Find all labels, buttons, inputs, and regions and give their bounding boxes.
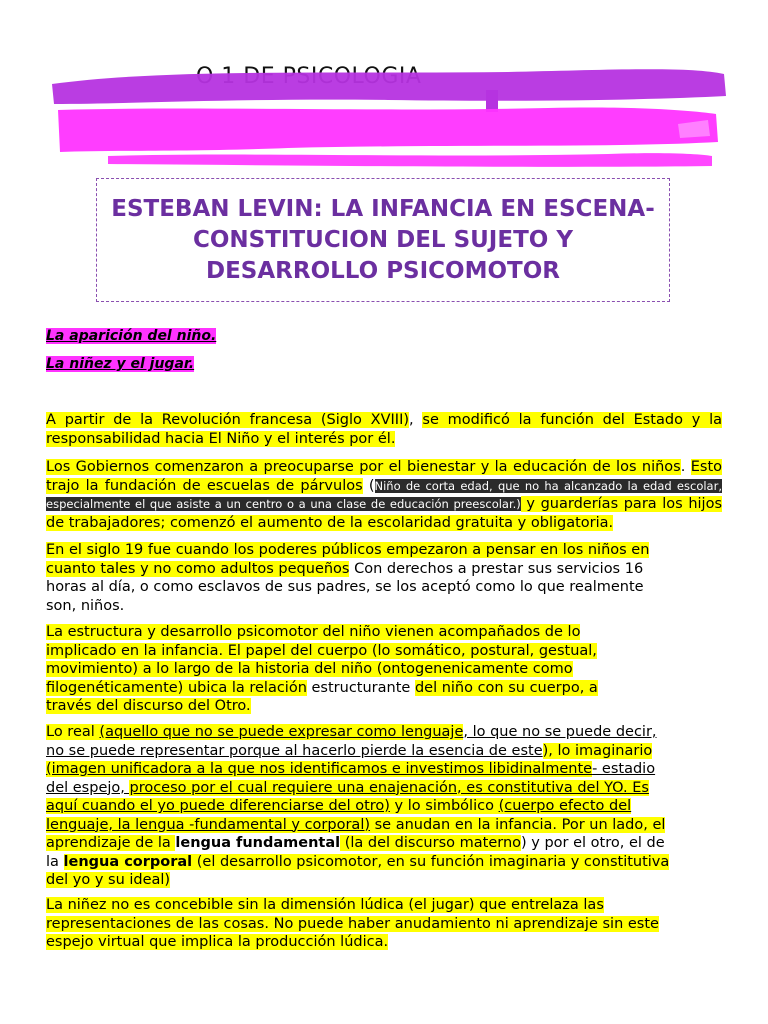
p4-text-d: del niño con su cuerpo, a través del discurso del Otro. bbox=[46, 679, 598, 714]
p4-text-c: estructurante bbox=[306, 679, 415, 696]
p5-lengua-fundamental: lengua fundamental bbox=[175, 835, 341, 851]
document-title: ESTEBAN LEVIN: LA INFANCIA EN ESCENA- CONSTITUCION DEL SUJETO Y DESARROLLO PSICOMOTOR bbox=[111, 195, 655, 284]
p5-text-m: (la del discurso materno bbox=[340, 835, 522, 851]
p6-text-b: No puede haber anudamiento ni aprendizaje sin este espejo virtual que implica la producción lúdica. bbox=[46, 915, 659, 950]
p1-text-c: se modificó la función del Estado y la responsabilidad hacia El Niño y el interés por él. bbox=[46, 412, 722, 447]
p5-text-n: ) y por el otro, el de la bbox=[46, 835, 665, 870]
p5-text-j: , la lengua -fundamental y corporal) bbox=[108, 816, 370, 833]
p4-text-a: La estructura y desarrollo psicomotor del niño vienen acompañados de lo implicado en la infancia. bbox=[46, 624, 581, 659]
p3-text-b: Con derechos a prestar sus servicios 16 horas al día, o como esclavos de sus padres, se los aceptó como lo que realmente son, niños. bbox=[46, 560, 644, 614]
p5-text-g: proceso por el cual requiere una enajenación, es constitutiva del YO. Es aquí cuando el yo puede diferenciarse del otro) bbox=[46, 779, 649, 814]
title-box bbox=[96, 178, 670, 302]
paragraph-6 bbox=[46, 896, 676, 960]
p2-text-b: . bbox=[680, 459, 691, 475]
p3-text-a: En el siglo 19 fue cuando los poderes públicos empezaron a pensar en los niños en cuanto tales y no como adultos pequeños bbox=[46, 542, 650, 577]
paragraph-4 bbox=[46, 623, 646, 724]
paragraph-3 bbox=[46, 541, 676, 623]
p2-definition: Niño de corta edad, que no ha alcanzado la edad escolar, especialmente el que asiste a un centro o a una clase de educación preescolar.) bbox=[46, 478, 722, 511]
paragraph-1 bbox=[46, 411, 722, 456]
p5-text-f: - estadio del espejo, bbox=[46, 761, 656, 796]
p5-text-a: Lo real bbox=[46, 724, 100, 740]
p1-text-b: , bbox=[409, 412, 423, 428]
p5-text-e: (imagen unificadora a la que nos identificamos e investimos libidinalmente bbox=[46, 761, 593, 777]
p5-text-c: , lo que no se puede decir, no se puede representar porque al hacerlo pierde la esencia de este bbox=[46, 724, 657, 759]
p2-text-c: Esto trajo la fundación de escuelas de párvulos bbox=[46, 459, 723, 494]
p4-text-b: El papel del cuerpo (lo somático, postural, gestual, movimiento) a lo largo de la historia del niño (ontogenenicamente como filogenéticamente) ubica la relación bbox=[46, 642, 597, 696]
p5-text-h: y lo simbólico bbox=[389, 798, 499, 814]
p5-lengua-corporal: lengua corporal bbox=[63, 853, 193, 870]
marker-scribble bbox=[48, 60, 728, 170]
subheading-ninez: La niñez y el jugar. bbox=[46, 356, 195, 372]
p5-text-k: se anudan en la infancia. Por un lado, el aprendizaje de la bbox=[46, 816, 666, 851]
paragraph-2 bbox=[46, 458, 722, 540]
p5-text-p: (el desarrollo psicomotor, en su función imaginaria y constitutiva del yo y su ideal) bbox=[46, 853, 670, 888]
p5-text-i: (cuerpo efecto del lenguaje bbox=[46, 798, 632, 833]
p5-text-d: ), lo imaginario bbox=[542, 742, 653, 759]
p6-text-a: La niñez no es concebible sin la dimensión lúdica (el jugar) que entrelaza las representaciones de las cosas. bbox=[46, 897, 604, 932]
p1-text-a: A partir de la Revolución francesa (Siglo XVIII) bbox=[46, 412, 410, 428]
paragraph-5 bbox=[46, 723, 671, 898]
p2-text-a: Los Gobiernos comenzaron a preocuparse por el bienestar y la educación de los niños bbox=[46, 459, 681, 475]
subheading-aparicion: La aparición del niño. bbox=[46, 328, 217, 344]
p5-text-b: (aquello que no se puede expresar como lenguaje bbox=[99, 724, 464, 740]
p2-text-d: ( bbox=[362, 477, 375, 494]
p2-text-f: y guarderías para los hijos de trabajadores; comenzó el aumento de la escolaridad gratuita y obligatoria. bbox=[46, 496, 722, 531]
